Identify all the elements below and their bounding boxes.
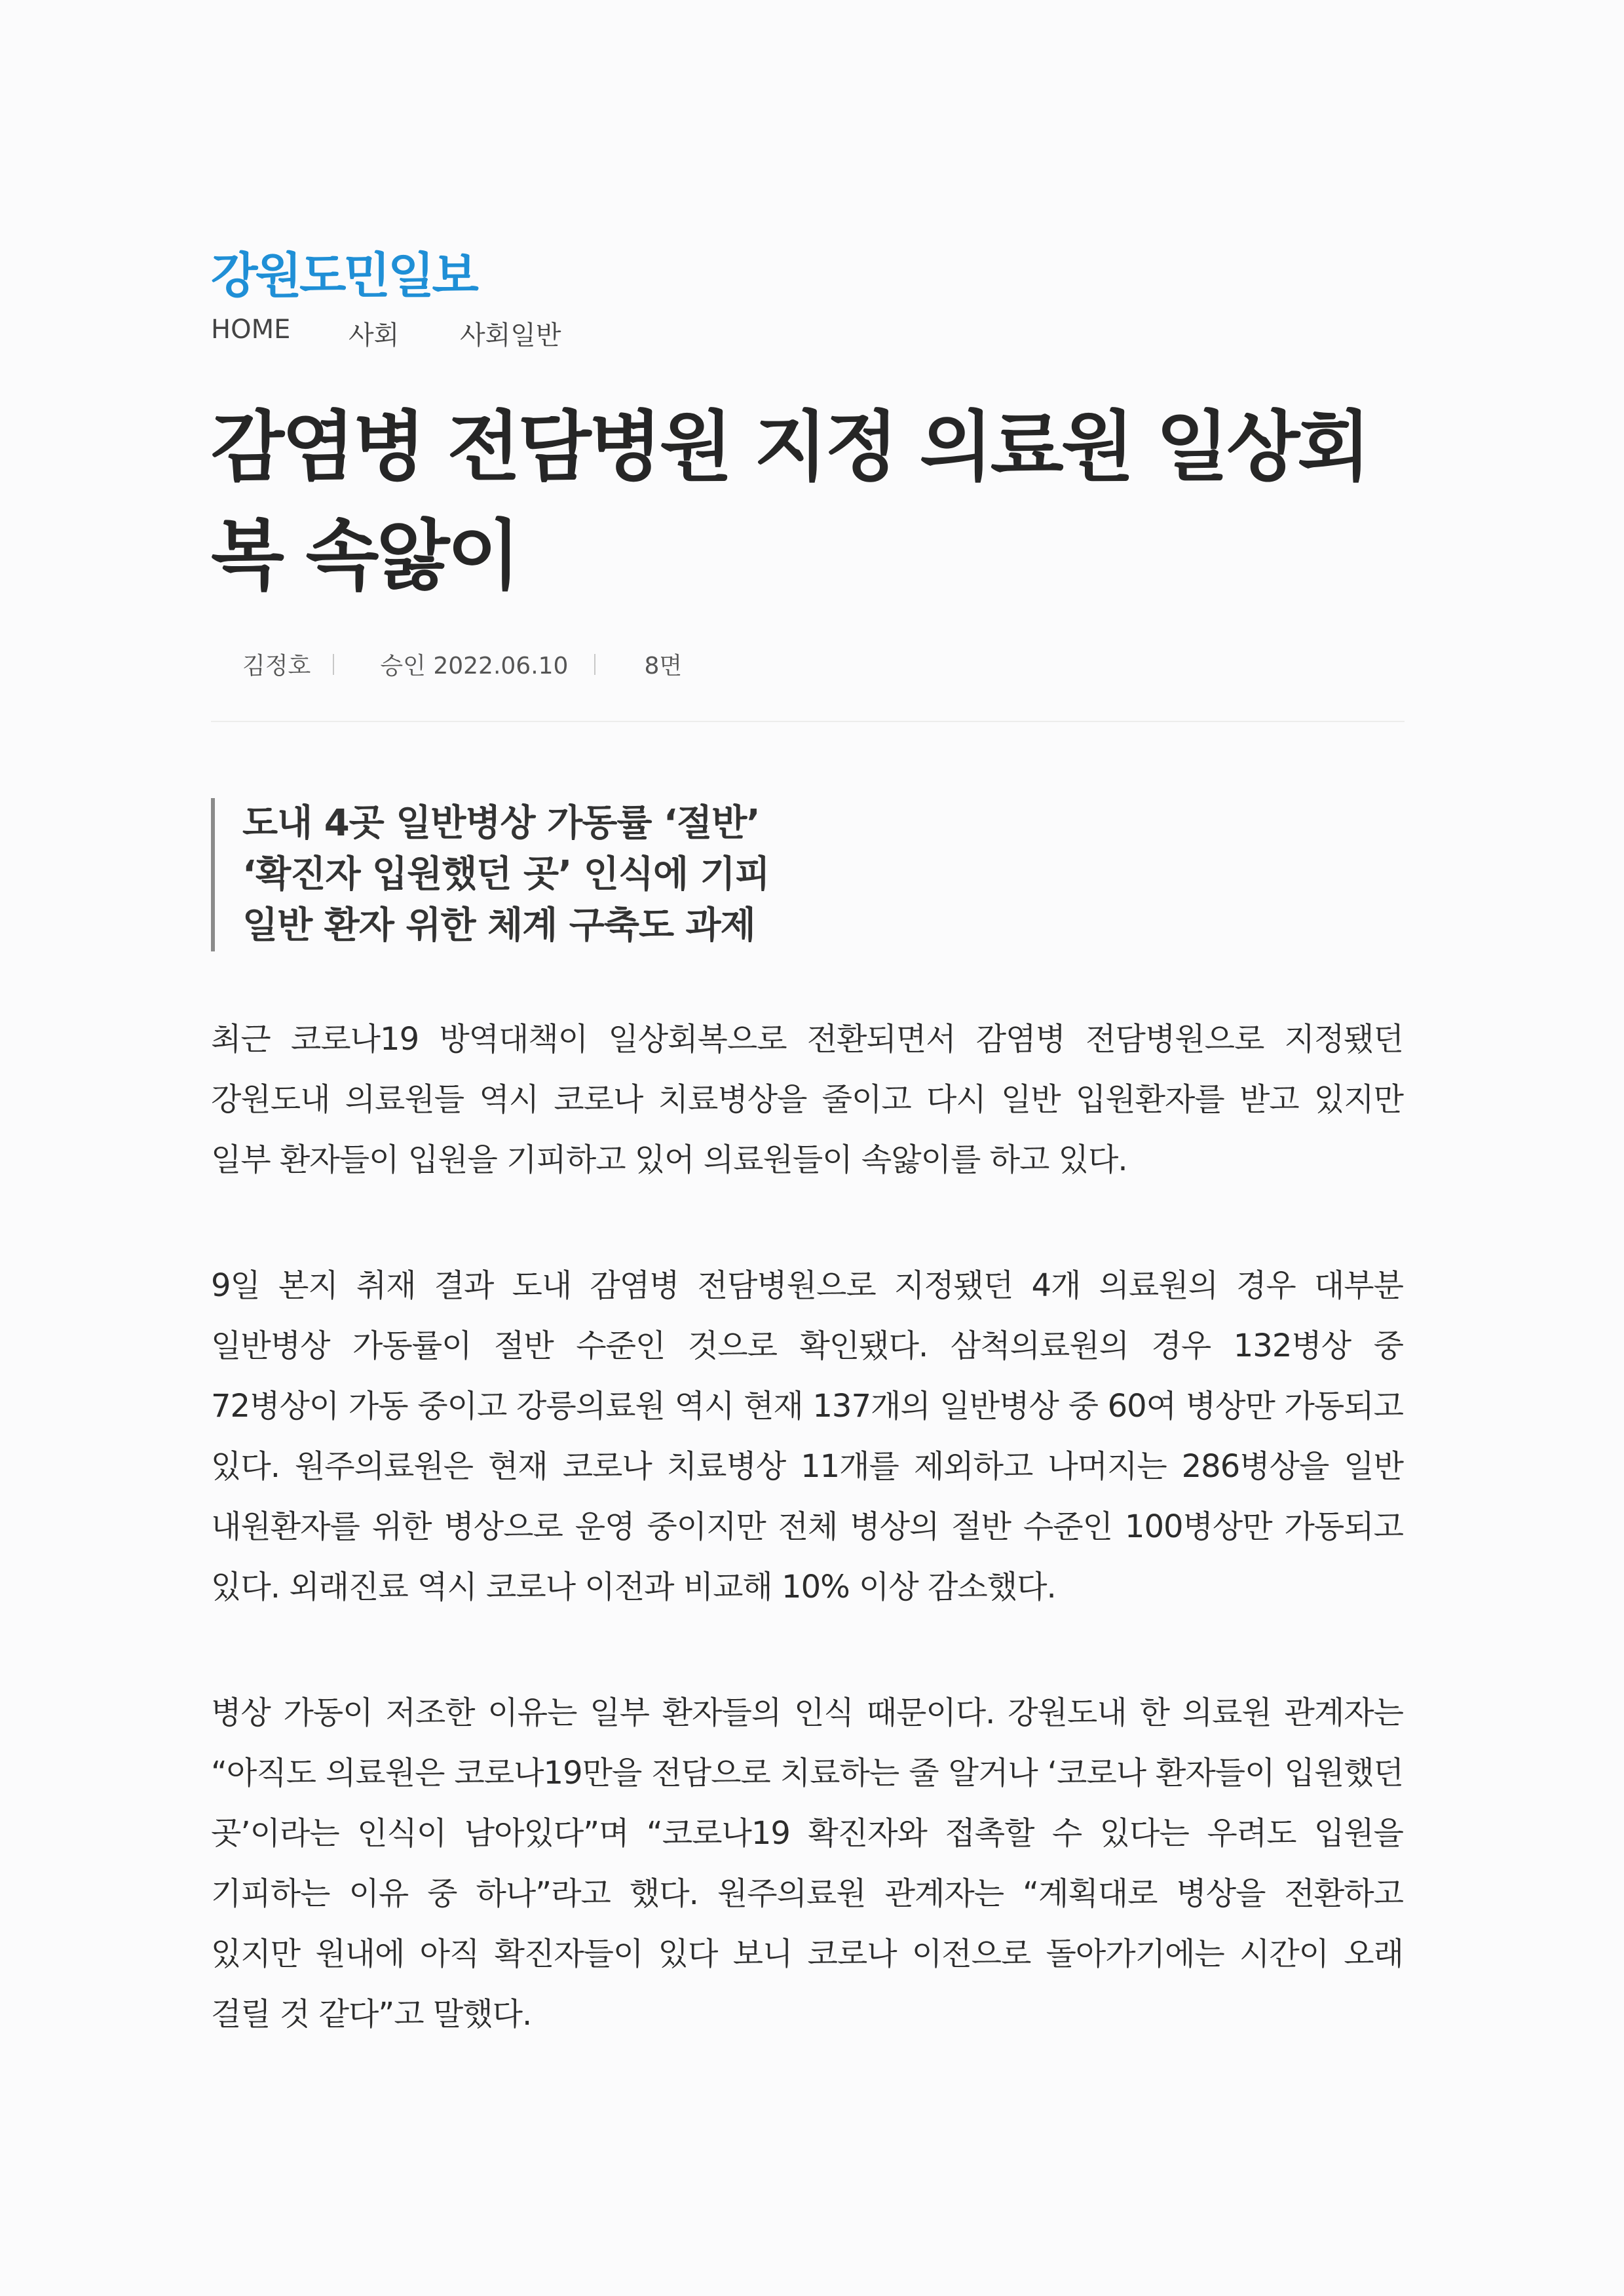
article-byline	[242, 647, 682, 681]
article-headline	[211, 393, 1416, 611]
subhead-line: 일반 환자 위한 체계 구축도 과제	[242, 904, 755, 947]
byline-divider	[333, 654, 334, 675]
page-number: 8면	[644, 653, 683, 679]
headline-line-2: 복 속앓이	[211, 512, 518, 600]
site-logo[interactable]: 강원도민일보	[211, 248, 476, 304]
article-subheads	[211, 798, 770, 951]
headline-line-1: 감염병 전담병원 지정 의료원 일상회	[211, 403, 1369, 491]
breadcrumb-subsection[interactable]: 사회일반	[460, 320, 561, 351]
header-divider	[211, 721, 1405, 722]
article-paragraph: 최근 코로나19 방역대책이 일상회복으로 전환되면서 감염병 전담병원으로 지정됐던 강원도내 의료원들 역시 코로나 치료병상을 줄이고 다시 일반 입원환자를 받고 있지만 일부 환자들이 입원을 기피하고 있어 의료원들이 속앓이를 하고 있다.	[211, 1021, 1403, 1178]
article-paragraph: 병상 가동이 저조한 이유는 일부 환자들의 인식 때문이다. 강원도내 한 의료원 관계자는 “아직도 의료원은 코로나19만을 전담으로 치료하는 줄 알거나 ‘코로나 환자들이 입원했던 곳’이라는 인식이 남아있다”며 “코로나19 확진자와 접촉할 수 있다는 우려도 입원을 기피하는 이유 중 하나”라고 했다. 원주의료원 관계자는 “계획대로 병상을 전환하고 있지만 원내에 아직 확진자들이 있다 보니 코로나 이전으로 돌아가기에는 시간이 오래 걸릴 것 같다”고 말했다.	[211, 1694, 1403, 2033]
breadcrumb-section[interactable]: 사회	[349, 320, 400, 351]
byline-divider	[594, 654, 595, 675]
subhead-line: 도내 4곳 일반병상 가동률 ‘절반’	[242, 802, 760, 845]
author-name: 김정호	[242, 653, 311, 679]
breadcrumb	[211, 315, 561, 352]
article-paragraph: 9일 본지 취재 결과 도내 감염병 전담병원으로 지정됐던 4개 의료원의 경우 대부분 일반병상 가동률이 절반 수준인 것으로 확인됐다. 삼척의료원의 경우 132병상 중 72병상이 가동 중이고 강릉의료원 역시 현재 137개의 일반병상 중 60여 병상만 가동되고 있다. 원주의료원은 현재 코로나 치료병상 11개를 제외하고 나머지는 286병상을 일반 내원환자를 위한 병상으로 운영 중이지만 전체 병상의 절반 수준인 100병상만 가동되고 있다. 외래진료 역시 코로나 이전과 비교해 10% 이상 감소했다.	[211, 1267, 1403, 1605]
subhead-line: ‘확진자 입원했던 곳’ 인식에 기피	[242, 853, 770, 896]
breadcrumb-home[interactable]: HOME	[211, 315, 291, 345]
approval-date: 승인 2022.06.10	[380, 653, 569, 679]
article-body	[211, 1009, 1403, 2110]
